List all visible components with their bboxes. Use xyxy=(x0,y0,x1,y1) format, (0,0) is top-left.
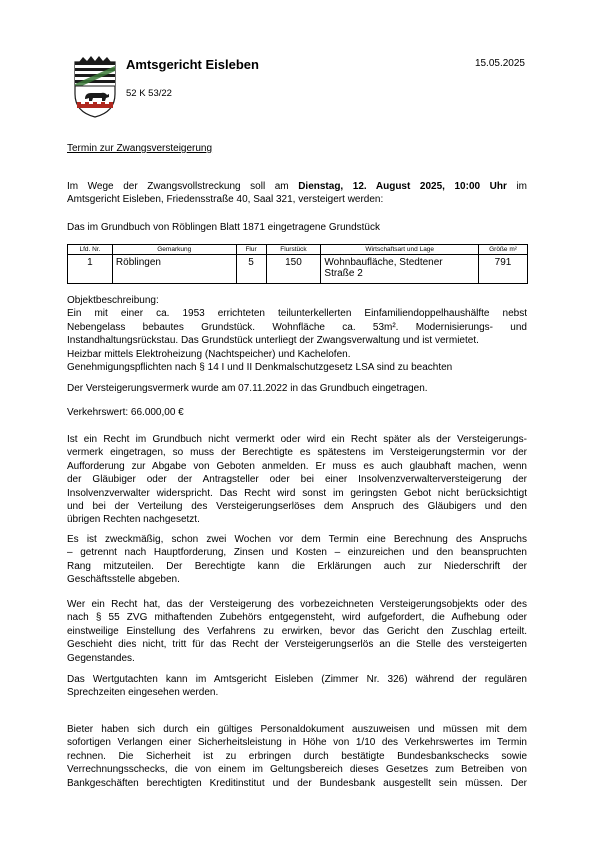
intro-paragraph xyxy=(67,180,527,207)
court-name: Amtsgericht Eisleben xyxy=(126,57,259,72)
table-header: Flur xyxy=(236,245,266,255)
table-header-row xyxy=(68,245,528,255)
vermerk-line: Der Versteigerungsvermerk wurde am 07.11.2022 in das Grundbuch eingetragen. xyxy=(67,383,428,394)
grundbuch-line: Das im Grundbuch von Röblingen Blatt 1871 eingetragene Grundstück xyxy=(67,222,380,233)
case-number: 52 K 53/22 xyxy=(126,88,172,99)
cell-gemarkung: Röblingen xyxy=(112,255,236,284)
appraisal-paragraph: Das Wertgutachten kann im Amtsgericht Eisleben (Zimmer Nr. 326) während der regulären Sprechzeiten eingesehen werden. xyxy=(67,674,527,699)
cell-flur: 5 xyxy=(236,255,266,284)
claim-paragraph: Es ist zweckmäßig, schon zwei Wochen vor dem Termin eine Berechnung des Anspruchs – getrennt nach Hauptforderung, Zinsen und Kosten – einzureichen und den beanspruchten Rang mitzuteilen. Der Berechtigte kann die Erklärungen auch zur Niederschrift der Geschäftsstelle abgeben. xyxy=(67,534,527,586)
document-date: 15.05.2025 xyxy=(474,58,525,69)
table-header: Gemarkung xyxy=(112,245,236,255)
cell-groesse: 791 xyxy=(479,255,528,284)
bidder-paragraph: Bieter haben sich durch ein gültiges Personaldokument auszuweisen und müssen mit dem sofortigen Verlangen einer Sicherheitsleistung in Höhe von 1/10 des Verkehrswertes im Termin rechnen. Die Sicherheit ist zu erbringen durch bestätigte Bundesbankschecks sowie Verrechnungsschecks, die von einem im Geltungsbereich dieses Gesetzes zum Betreiben von Bankgeschäften berechtigten Kreditinstitut und der Bundesbank ausgestellt sein müssen. Der xyxy=(67,724,527,789)
object-description: Objektbeschreibung: Ein mit einer ca. 1953 errichteten teilunterkellerten Einfamiliendoppelhaushälfte nebst Nebengelass bebautes Grundstück. Wohnfläche ca. 53m². Modernisierungs- und Instandhaltungsrückstau. Das Grundstück unterliegt der Zwangsverwaltung und ist vermietet. Heizbar mittels Elektroheizung (Nachtspeicher) und Kachelofen. Genehmigungspflichten nach § 14 I und II Denkmalschutzgesetz LSA sind zu beachten xyxy=(67,295,527,374)
rights-paragraph: Ist ein Recht im Grundbuch nicht vermerkt oder wird ein Recht später als der Versteigerungs- vermerk eingetragen, so muss der Berechtigte es spätestens im Versteigerungstermin vor der Aufforderung zur Abgabe von Geboten anmelden. Er muss es auch glaubhaft machen, wenn der Gläubiger oder der Antragsteller oder bei einer Insolvenzverwalterversteigerung der Insolvenzverwalter widerspricht. Das Recht wird sonst im geringsten Gebot nicht berücksichtigt und bei der Verteilung des Versteigerungserlöses dem Anspruch des Gläubigers und den übrigen Rechten nachgesetzt. xyxy=(67,434,527,526)
document-title: Termin zur Zwangsversteigerung xyxy=(67,143,213,154)
coat-of-arms-logo xyxy=(71,56,119,118)
table-row xyxy=(68,255,528,284)
cell-flurstueck: 150 xyxy=(266,255,321,284)
objection-paragraph: Wer ein Recht hat, das der Versteigerung des vorbezeichneten Versteigerungsobjekts oder des nach § 55 ZVG mithaftenden Zubehörs entgegensteht, wird aufgefordert, die Aufhebung oder einstweilige Einstellung des Verfahrens zu erwirken, bevor das Gericht den Zuschlag erteilt. Geschieht dies nicht, tritt für das Recht der Versteigerungserlös an die Stelle des versteigerten Gegenstandes. xyxy=(67,599,527,664)
verkehrswert-line: Verkehrswert: 66.000,00 € xyxy=(67,407,184,418)
table-header: Wirtschaftsart und Lage xyxy=(321,245,479,255)
intro-line-2: Amtsgericht Eisleben, Friedensstraße 40, Saal 321, versteigert werden: xyxy=(67,194,384,206)
intro-line-1: Im Wege der Zwangsvollstreckung soll am Dienstag, 12. August 2025, 10:00 Uhr im xyxy=(67,181,527,192)
table-header: Flurstück xyxy=(266,245,321,255)
property-table xyxy=(67,244,528,284)
table-header: Größe m² xyxy=(479,245,528,255)
auction-date: Dienstag, 12. August 2025, 10:00 Uhr xyxy=(298,181,507,192)
table-header: Lfd. Nr. xyxy=(68,245,113,255)
cell-lage: Wohnbaufläche, Stedtener Straße 2 xyxy=(321,255,479,284)
cell-nr: 1 xyxy=(68,255,113,284)
object-heading: Objektbeschreibung: xyxy=(67,295,159,306)
